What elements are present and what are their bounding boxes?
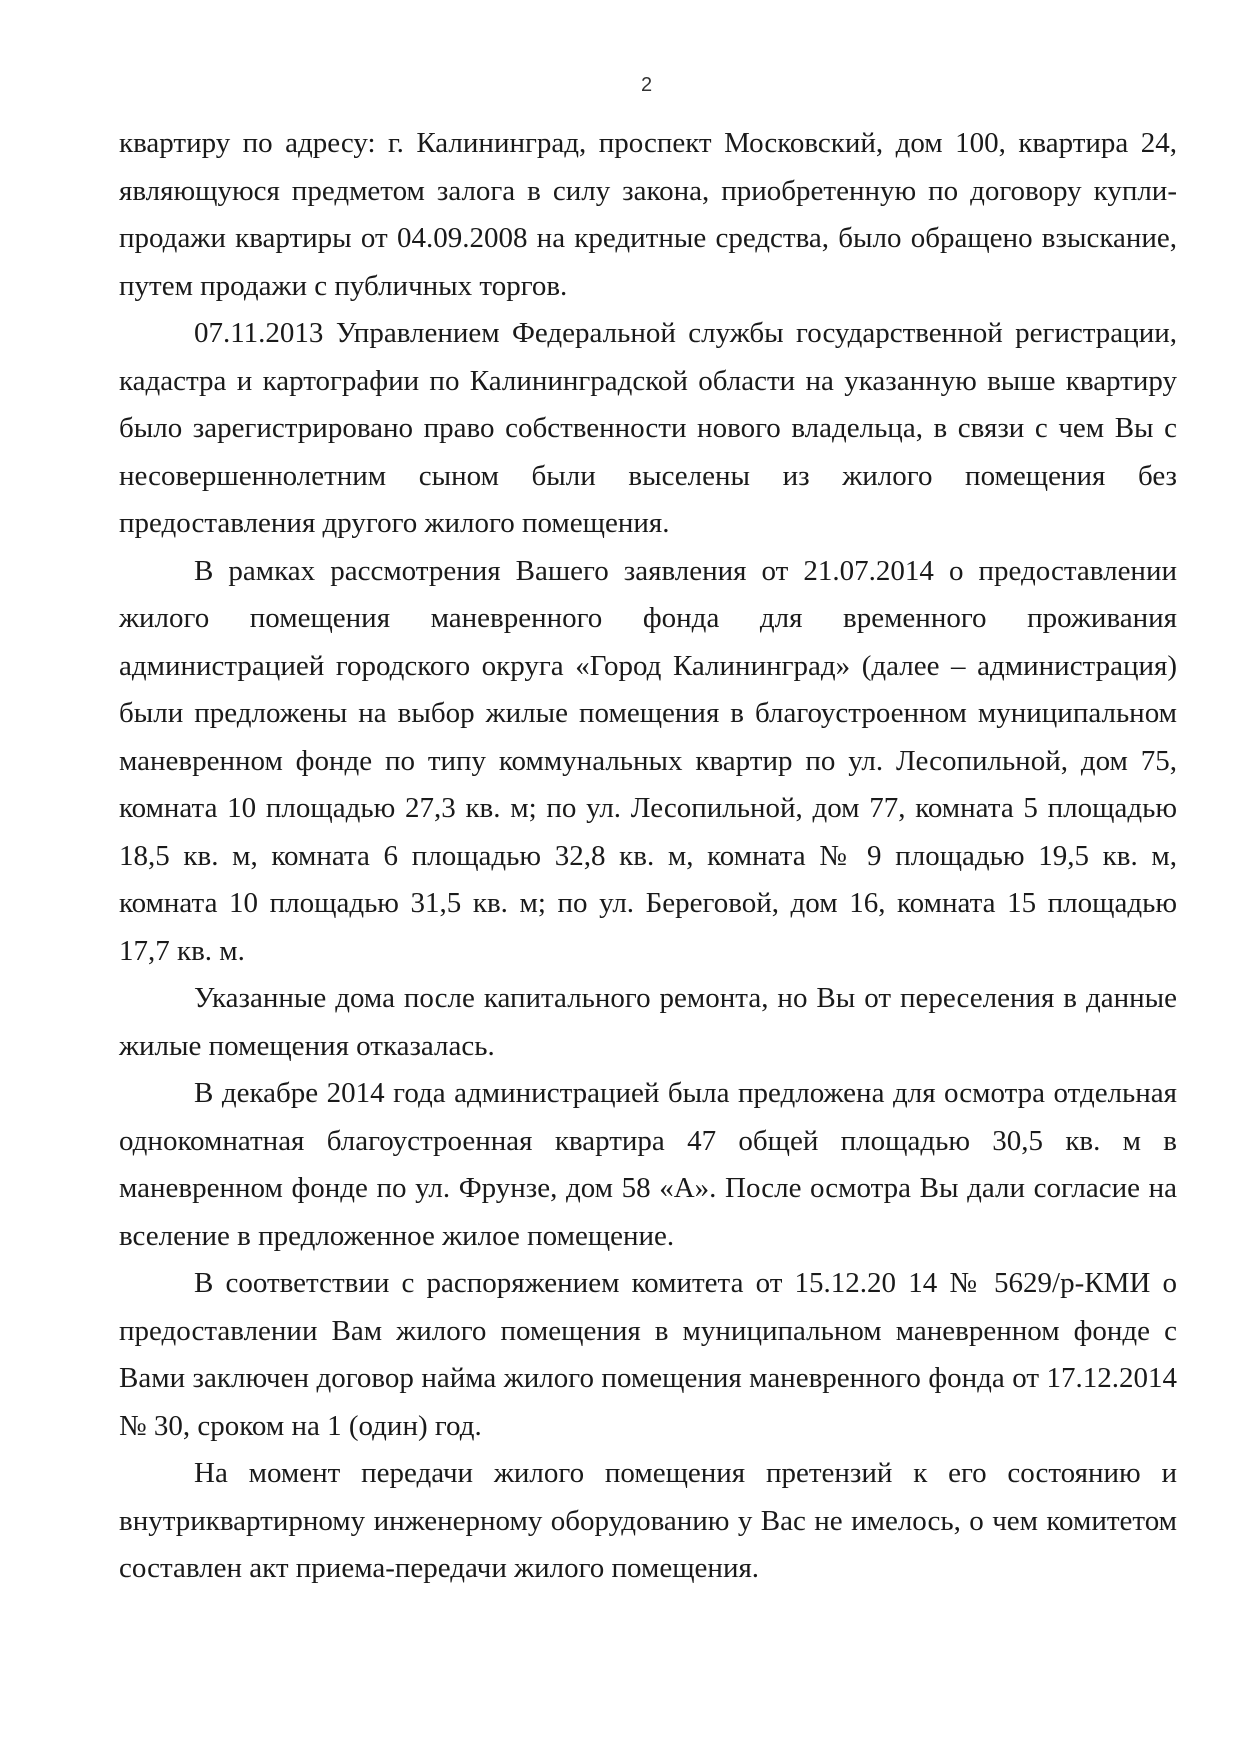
paragraph-december-offer: В декабре 2014 года администрацией была предложена для осмотра отдельная однокомнатная благоустроенная квартира 47 общей площадью 30,5 кв. м в маневренном фонде по ул. Фрунзе, дом 58 «А». После осмотра Вы дали согласие на вселение в предложенное жилое помещение. [119, 1077, 1177, 1252]
letter-body [119, 120, 1177, 1593]
paragraph-rental-agreement: В соответствии с распоряжением комитета от 15.12.20 14 № 5629/р-КМИ о предоставлении Вам жилого помещения в муниципальном маневренном фонде с Вами заключен договор найма жилого помещения маневренного фонда от 17.12.2014 № 30, сроком на 1 (один) год. [119, 1267, 1177, 1442]
paragraph-refusal: Указанные дома после капитального ремонта, но Вы от переселения в данные жилые помещения отказалась. [119, 982, 1177, 1062]
page-number: 2 [640, 74, 653, 96]
paragraph-transfer-act: На момент передачи жилого помещения претензий к его состоянию и внутриквартирному инженерному оборудованию у Вас не имелось, о чем комитетом составлен акт приема-передачи жилого помещения. [119, 1457, 1177, 1584]
paragraph-registration: 07.11.2013 Управлением Федеральной службы государственной регистрации, кадастра и картографии по Калининградской области на указанную выше квартиру было зарегистрировано право собственности нового владельца, в связи с чем Вы с несовершеннолетним сыном были выселены из жилого помещения без предоставления другого жилого помещения. [119, 317, 1177, 539]
paragraph-offered-rooms: В рамках рассмотрения Вашего заявления от 21.07.2014 о предоставлении жилого помещения маневренного фонда для временного проживания администрацией городского округа «Город Калининград» (далее – администрация) были предложены на выбор жилые помещения в благоустроенном муниципальном маневренном фонде по типу коммунальных квартир по ул. Лесопильной, дом 75, комната 10 площадью 27,3 кв. м; по ул. Лесопильной, дом 77, комната 5 площадью 18,5 кв. м, комната 6 площадью 32,8 кв. м, комната № 9 площадью 19,5 кв. м, комната 10 площадью 31,5 кв. м; по ул. Береговой, дом 16, комната 15 площадью 17,7 кв. м. [119, 554, 1177, 967]
paragraph-continuation: квартиру по адресу: г. Калининград, проспект Московский, дом 100, квартира 24, являющуюся предметом залога в силу закона, приобретенную по договору купли-продажи квартиры от 04.09.2008 на кредитные средства, было обращено взыскание, путем продажи с публичных торгов. [119, 127, 1177, 302]
